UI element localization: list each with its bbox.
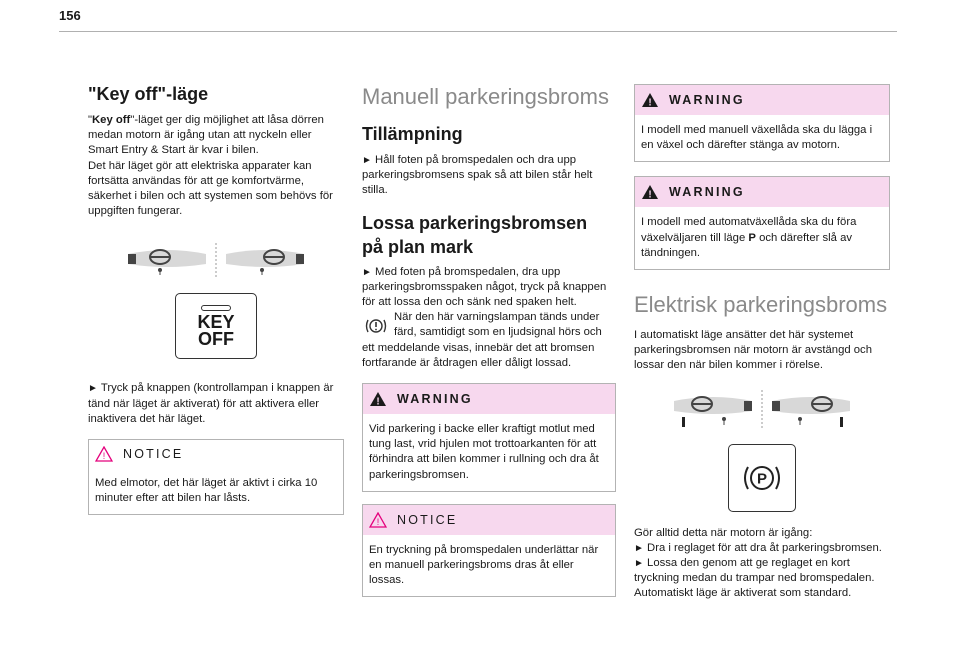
svg-text:!: ! bbox=[648, 189, 652, 201]
release-text: ► Med foten på bromspedalen, dra upp parkeringsbromsspaken något, tryck på knappen för att lossa den och sänk ned spaken helt. bbox=[362, 265, 607, 309]
header-rule bbox=[59, 31, 897, 32]
release-heading: Lossa parkeringsbromsen på plan mark bbox=[362, 212, 588, 257]
warning-lamp-text: När den här varningslampan tänds under färd, samtidigt som en ljudsignal hörs och bbox=[394, 311, 602, 339]
bullet-icon: ► bbox=[634, 558, 644, 570]
brake-warning-lamp-icon bbox=[362, 312, 390, 340]
warning-box bbox=[634, 176, 890, 270]
warning-header bbox=[363, 384, 615, 414]
svg-text:P: P bbox=[756, 470, 768, 488]
bullet-icon: ► bbox=[362, 155, 372, 166]
key-off-button-illustration bbox=[88, 293, 344, 359]
key-off-button bbox=[175, 293, 257, 359]
notice-body: Med elmotor, det här läget är aktivt i cirka 10 minuter efter att bilen har låsts. bbox=[95, 477, 318, 505]
warning-box bbox=[362, 383, 616, 492]
notice-triangle-icon bbox=[369, 512, 387, 528]
rhd-wheel-icon bbox=[770, 391, 852, 429]
manual-brake-heading: Manuell parkeringsbroms bbox=[362, 84, 609, 109]
key-off-button-text-1: KEY bbox=[197, 311, 235, 332]
warning-label: WARNING bbox=[669, 93, 745, 107]
steering-wheel-illustration bbox=[634, 390, 890, 430]
svg-text:!: ! bbox=[376, 516, 380, 527]
key-off-para: Det här läget gör att elektriska apparater kan fortsätta användas för att ge komfortvärme, säkerhet i bilen och att systemen som behövs för uppgiften fungerar. bbox=[88, 159, 333, 218]
svg-text:!: ! bbox=[102, 451, 106, 462]
lhd-wheel-icon bbox=[672, 391, 754, 429]
notice-header bbox=[89, 440, 343, 468]
warning-body: I modell med manuell växellåda ska du lägga i en växel och därefter stänga av motorn. bbox=[641, 124, 873, 152]
bullet-icon: ► bbox=[362, 266, 372, 278]
column-manual-brake bbox=[362, 84, 616, 597]
warning-label: WARNING bbox=[669, 185, 745, 200]
warning-body: Vid parkering i backe eller kraftigt motlut med tung last, vrid hjulen mot trottoarkanten för att förhindra att bilen kommer i rullning och dra åt parkeringsbromsen. bbox=[369, 423, 599, 481]
key-off-intro: "Key off"-läget ger dig möjlighet att låsa dörren medan motorn är igång utan att nyckeln eller Smart Entry & Start är kvar i bilen. bbox=[88, 114, 324, 157]
rhd-wheel-icon bbox=[224, 244, 306, 276]
parking-brake-button-illustration bbox=[634, 444, 890, 512]
parking-brake-icon bbox=[740, 461, 784, 495]
notice-label: NOTICE bbox=[123, 447, 184, 462]
parking-brake-button bbox=[728, 444, 796, 512]
divider-icon bbox=[760, 390, 764, 430]
key-off-heading: "Key off"-läge bbox=[88, 84, 209, 104]
page-number: 156 bbox=[59, 8, 81, 23]
indicator-lamp-icon bbox=[201, 305, 231, 311]
warning-triangle-icon bbox=[641, 184, 659, 200]
electric-brake-intro: I automatiskt läge ansätter det här systemet parkeringsbromsen när motorn är avstängd och lossar den när bilen kommer i rörelse. bbox=[634, 329, 872, 372]
application-text: ► Håll foten på bromspedalen och dra upp parkeringsbromsens spak så att bilen står helt stilla. bbox=[362, 154, 593, 197]
warning-triangle-icon bbox=[641, 92, 659, 108]
warning-header bbox=[635, 85, 889, 115]
steering-wheel-illustration bbox=[88, 243, 344, 277]
bullet-icon: ► bbox=[88, 383, 98, 395]
svg-text:!: ! bbox=[648, 97, 652, 108]
svg-text:!: ! bbox=[376, 396, 380, 408]
notice-box bbox=[88, 439, 344, 515]
notice-box bbox=[362, 504, 616, 598]
divider-icon bbox=[214, 243, 218, 277]
column-electric-brake bbox=[634, 84, 890, 602]
warning-body: I modell med automatväxellåda ska du föra växelväljaren till läge P och därefter slå av tändningen. bbox=[641, 216, 857, 259]
bullet-icon: ► bbox=[634, 542, 644, 554]
warning-box bbox=[634, 84, 890, 162]
warning-triangle-icon bbox=[369, 391, 387, 407]
notice-triangle-icon bbox=[95, 446, 113, 462]
application-heading: Tillämpning bbox=[362, 124, 463, 144]
notice-body: En tryckning på bromspedalen underlättar när en manuell parkeringsbroms dras åt eller lossas. bbox=[369, 543, 599, 587]
column-key-off bbox=[88, 84, 344, 515]
electric-brake-instructions: Gör alltid detta när motorn är igång: ► Dra i reglaget för att dra åt parkeringsbromsen. ► Lossa den genom att ge reglaget en kort tryckning medan du trampar ned bromspedalen. Automatiskt läge är aktiverat som standard. bbox=[634, 526, 882, 600]
warning-header bbox=[635, 177, 889, 207]
notice-header bbox=[363, 505, 615, 535]
electric-brake-heading: Elektrisk parkeringsbroms bbox=[634, 292, 888, 318]
warning-label: WARNING bbox=[397, 392, 473, 407]
lhd-wheel-icon bbox=[126, 244, 208, 276]
notice-label: NOTICE bbox=[397, 512, 458, 527]
warning-lamp-row bbox=[362, 310, 616, 340]
key-off-instruction: ► Tryck på knappen (kontrollampan i knappen är tänd när läget är aktiverat) för att aktivera eller inaktivera det här läget. bbox=[88, 382, 334, 425]
key-off-button-text-2: OFF bbox=[198, 328, 234, 349]
warning-lamp-text-cont: ett meddelande visas, innebär det att bromsen fortfarande är åtdragen eller dåligt lossad. bbox=[362, 341, 595, 369]
